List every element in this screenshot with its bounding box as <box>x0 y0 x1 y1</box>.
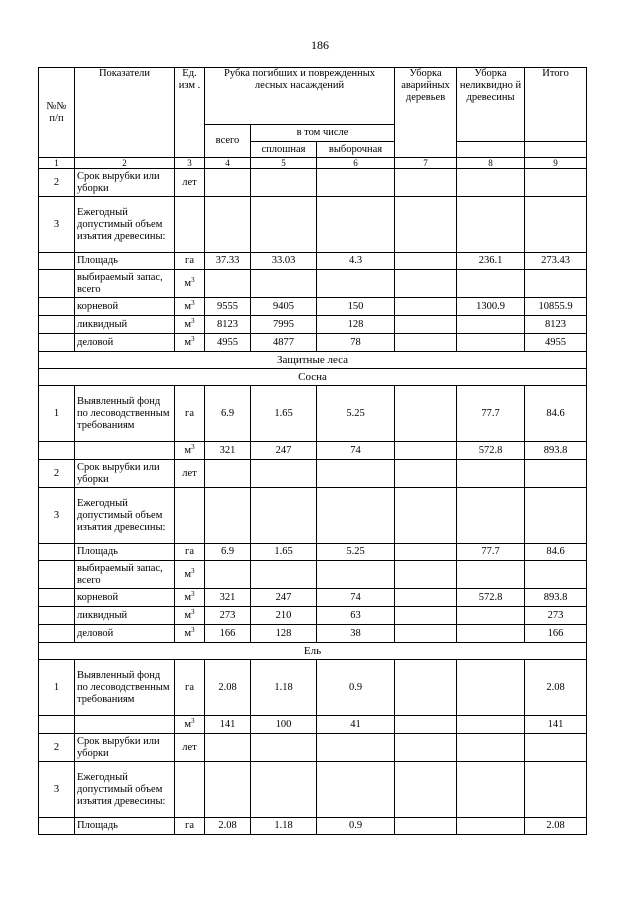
value-cell <box>395 607 457 625</box>
table-row <box>39 488 587 544</box>
value-cell: 1.18 <box>251 660 317 716</box>
unit-cell: $м^3$ <box>175 561 205 589</box>
row-num: 2 <box>39 734 75 762</box>
value-cell: 128 <box>251 625 317 643</box>
unit-cell: $м^3$ <box>175 716 205 734</box>
col-index: 6 <box>317 158 395 169</box>
value-cell: 166 <box>205 625 251 643</box>
value-cell: 74 <box>317 589 395 607</box>
row-label: ликвидный <box>75 607 175 625</box>
table-row <box>39 734 587 762</box>
value-cell: 77.7 <box>457 386 525 442</box>
table-row <box>39 334 587 352</box>
value-cell <box>457 607 525 625</box>
value-cell <box>395 544 457 561</box>
section-pine: Сосна <box>39 369 587 386</box>
row-num: 2 <box>39 460 75 488</box>
value-cell: 1.18 <box>251 818 317 835</box>
value-cell: 4.3 <box>317 253 395 270</box>
value-cell: 1300.9 <box>457 298 525 316</box>
unit-cell: $м^3$ <box>175 334 205 352</box>
value-cell: 78 <box>317 334 395 352</box>
table-row <box>39 386 587 442</box>
col-index: 4 <box>205 158 251 169</box>
row-num: 2 <box>39 169 75 197</box>
value-cell: 572.8 <box>457 589 525 607</box>
value-cell: 9405 <box>251 298 317 316</box>
unit-cell: га <box>175 660 205 716</box>
value-cell: 10855.9 <box>525 298 587 316</box>
value-cell: 247 <box>251 442 317 460</box>
value-cell: 2.08 <box>525 818 587 835</box>
table-row <box>39 589 587 607</box>
value-cell: 0.9 <box>317 818 395 835</box>
col-index: 8 <box>457 158 525 169</box>
header-selective: выборочная <box>317 142 395 158</box>
value-cell: 321 <box>205 589 251 607</box>
value-cell <box>395 442 457 460</box>
value-cell: 141 <box>205 716 251 734</box>
col-index: 5 <box>251 158 317 169</box>
value-cell: 4877 <box>251 334 317 352</box>
row-label: деловой <box>75 334 175 352</box>
value-cell <box>457 625 525 643</box>
table-row <box>39 607 587 625</box>
value-cell: 150 <box>317 298 395 316</box>
row-label: Площадь <box>75 544 175 561</box>
value-cell: 2.08 <box>205 660 251 716</box>
row-num: 3 <box>39 488 75 544</box>
table-row <box>39 561 587 589</box>
row-label: Срок вырубки или уборки <box>75 460 175 488</box>
table-row <box>39 442 587 460</box>
value-cell: 74 <box>317 442 395 460</box>
value-cell: 2.08 <box>525 660 587 716</box>
value-cell <box>395 589 457 607</box>
unit-cell: $м^3$ <box>175 316 205 334</box>
page-number: 186 <box>311 38 329 52</box>
header-total: Итого <box>525 68 587 142</box>
header-unit: Ед. изм . <box>175 68 205 158</box>
table-row <box>39 762 587 818</box>
row-label: Срок вырубки или уборки <box>75 169 175 197</box>
value-cell <box>457 316 525 334</box>
value-cell: 41 <box>317 716 395 734</box>
value-cell: 5.25 <box>317 386 395 442</box>
value-cell: 38 <box>317 625 395 643</box>
row-label: деловой <box>75 625 175 643</box>
table-row <box>39 169 587 197</box>
row-label: Ежегодный допустимый объем изъятия древесины: <box>75 762 175 818</box>
header-emergency: Уборка аварийных деревьев <box>395 68 457 158</box>
table-row <box>39 625 587 643</box>
unit-cell: га <box>175 818 205 835</box>
value-cell: 166 <box>525 625 587 643</box>
value-cell: 37.33 <box>205 253 251 270</box>
row-label: Ежегодный допустимый объем изъятия древесины: <box>75 197 175 253</box>
value-cell <box>395 818 457 835</box>
col-index: 3 <box>175 158 205 169</box>
value-cell: 273 <box>525 607 587 625</box>
value-cell: 210 <box>251 607 317 625</box>
value-cell: 33.03 <box>251 253 317 270</box>
row-label: корневой <box>75 589 175 607</box>
value-cell: 100 <box>251 716 317 734</box>
value-cell: 236.1 <box>457 253 525 270</box>
value-cell: 2.08 <box>205 818 251 835</box>
value-cell: 321 <box>205 442 251 460</box>
unit-cell: $м^3$ <box>175 589 205 607</box>
unit-cell: $м^3$ <box>175 298 205 316</box>
table-row <box>39 716 587 734</box>
row-label: выбираемый запас, всего <box>75 561 175 589</box>
table-row <box>39 298 587 316</box>
col-index: 2 <box>75 158 175 169</box>
value-cell: 5.25 <box>317 544 395 561</box>
value-cell: 273.43 <box>525 253 587 270</box>
row-label: Выявленный фонд по лесоводственным требованиям <box>75 386 175 442</box>
header-empty <box>525 142 587 158</box>
col-index: 7 <box>395 158 457 169</box>
table-row <box>39 544 587 561</box>
value-cell: 7995 <box>251 316 317 334</box>
table-row <box>39 270 587 298</box>
value-cell: 128 <box>317 316 395 334</box>
value-cell: 77.7 <box>457 544 525 561</box>
value-cell: 6.9 <box>205 386 251 442</box>
value-cell <box>395 298 457 316</box>
forest-table <box>38 67 587 835</box>
col-index: 1 <box>39 158 75 169</box>
value-cell: 273 <box>205 607 251 625</box>
value-cell: 141 <box>525 716 587 734</box>
value-cell: 63 <box>317 607 395 625</box>
row-label: корневой <box>75 298 175 316</box>
value-cell <box>457 334 525 352</box>
value-cell: 84.6 <box>525 544 587 561</box>
row-label: Площадь <box>75 253 175 270</box>
unit-cell: $м^3$ <box>175 270 205 298</box>
header-including: в том числе <box>251 125 395 142</box>
header-felling: Рубка погибших и поврежденных лесных насаждений <box>205 68 395 125</box>
unit-cell: га <box>175 544 205 561</box>
value-cell: 6.9 <box>205 544 251 561</box>
table-row <box>39 253 587 270</box>
value-cell <box>395 253 457 270</box>
unit-cell: лет <box>175 734 205 762</box>
table-row <box>39 460 587 488</box>
unit-cell: $м^3$ <box>175 607 205 625</box>
table-row <box>39 197 587 253</box>
table-row <box>39 818 587 835</box>
value-cell: 572.8 <box>457 442 525 460</box>
row-num: 1 <box>39 660 75 716</box>
value-cell <box>395 334 457 352</box>
row-label: выбираемый запас, всего <box>75 270 175 298</box>
header-illiquid: Уборка неликвидно й древесины <box>457 68 525 142</box>
value-cell <box>395 625 457 643</box>
value-cell: 9555 <box>205 298 251 316</box>
value-cell <box>395 386 457 442</box>
section-protective: Защитные леса <box>39 352 587 369</box>
row-num: 3 <box>39 197 75 253</box>
value-cell: 84.6 <box>525 386 587 442</box>
value-cell <box>457 818 525 835</box>
unit-cell: га <box>175 253 205 270</box>
value-cell: 1.65 <box>251 544 317 561</box>
header-num: №№ п/п <box>39 68 75 158</box>
header-all: всего <box>205 125 251 158</box>
table-row <box>39 660 587 716</box>
value-cell: 4955 <box>525 334 587 352</box>
value-cell: 0.9 <box>317 660 395 716</box>
value-cell: 893.8 <box>525 589 587 607</box>
table-row <box>39 316 587 334</box>
header-empty <box>457 142 525 158</box>
row-num: 3 <box>39 762 75 818</box>
row-label: Срок вырубки или уборки <box>75 734 175 762</box>
unit-cell: га <box>175 386 205 442</box>
unit-cell: $м^3$ <box>175 625 205 643</box>
header-indicators: Показатели <box>75 68 175 158</box>
row-label: Выявленный фонд по лесоводственным требованиям <box>75 660 175 716</box>
unit-cell: лет <box>175 460 205 488</box>
unit-cell: лет <box>175 169 205 197</box>
col-index: 9 <box>525 158 587 169</box>
value-cell <box>457 716 525 734</box>
row-label: Ежегодный допустимый объем изъятия древесины: <box>75 488 175 544</box>
value-cell <box>395 660 457 716</box>
value-cell: 247 <box>251 589 317 607</box>
value-cell: 1.65 <box>251 386 317 442</box>
value-cell: 8123 <box>525 316 587 334</box>
row-label: Площадь <box>75 818 175 835</box>
row-label: ликвидный <box>75 316 175 334</box>
value-cell: 8123 <box>205 316 251 334</box>
unit-cell: $м^3$ <box>175 442 205 460</box>
header-clear: сплошная <box>251 142 317 158</box>
section-spruce: Ель <box>39 643 587 660</box>
row-num: 1 <box>39 386 75 442</box>
value-cell: 893.8 <box>525 442 587 460</box>
value-cell <box>395 716 457 734</box>
value-cell <box>395 316 457 334</box>
value-cell <box>457 660 525 716</box>
value-cell: 4955 <box>205 334 251 352</box>
